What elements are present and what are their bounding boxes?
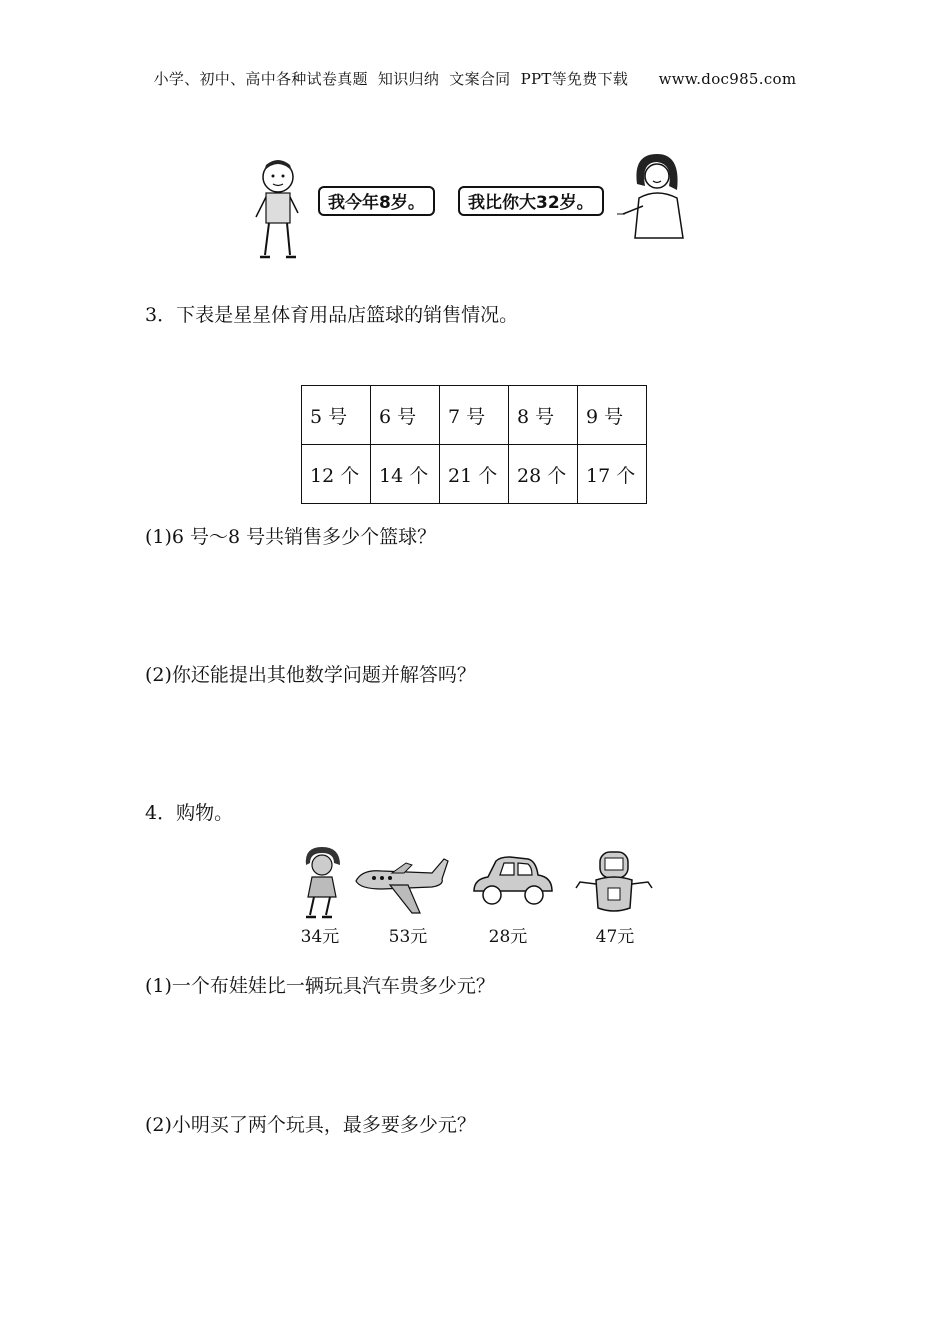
question-3-part-1: (1)6 号～8 号共销售多少个篮球？ xyxy=(145,526,437,548)
table-cell: 8 号 xyxy=(509,386,578,445)
table-cell: 7 号 xyxy=(440,386,509,445)
table-cell: 12 个 xyxy=(302,445,371,504)
question-3-title: 3．下表是星星体育用品店篮球的销售情况。 xyxy=(145,304,519,326)
table-row xyxy=(302,445,647,504)
question-4-part-2: (2)小明买了两个玩具，最多要多少元？ xyxy=(145,1114,476,1136)
toy-plane-icon xyxy=(352,855,450,917)
robot-icon xyxy=(572,848,656,916)
boy-illustration xyxy=(248,155,308,263)
table-cell: 6 号 xyxy=(371,386,440,445)
page-header: 小学、初中、高中各种试卷真题 知识归纳 文案合同 PPT等免费下载 www.doc985.com xyxy=(153,70,797,88)
table-cell: 21 个 xyxy=(440,445,509,504)
table-cell: 9 号 xyxy=(578,386,647,445)
doll-icon xyxy=(296,845,348,921)
question-3-part-2: (2)你还能提出其他数学问题并解答吗？ xyxy=(145,664,476,686)
boy-speech-bubble: 我今年8岁。 xyxy=(318,186,435,216)
robot-price: 47元 xyxy=(595,927,635,947)
car-price: 28元 xyxy=(488,927,528,947)
table-row xyxy=(302,386,647,445)
woman-illustration xyxy=(615,150,695,242)
question-4-part-1: (1)一个布娃娃比一辆玩具汽车贵多少元？ xyxy=(145,975,495,997)
question-4-title: 4．购物。 xyxy=(145,802,234,824)
table-cell: 28 个 xyxy=(509,445,578,504)
toy-car-icon xyxy=(470,855,556,907)
doll-price: 34元 xyxy=(300,927,340,947)
basketball-sales-table xyxy=(301,385,647,504)
table-cell: 5 号 xyxy=(302,386,371,445)
woman-speech-bubble: 我比你大32岁。 xyxy=(458,186,604,216)
table-cell: 14 个 xyxy=(371,445,440,504)
plane-price: 53元 xyxy=(388,927,428,947)
table-cell: 17 个 xyxy=(578,445,647,504)
